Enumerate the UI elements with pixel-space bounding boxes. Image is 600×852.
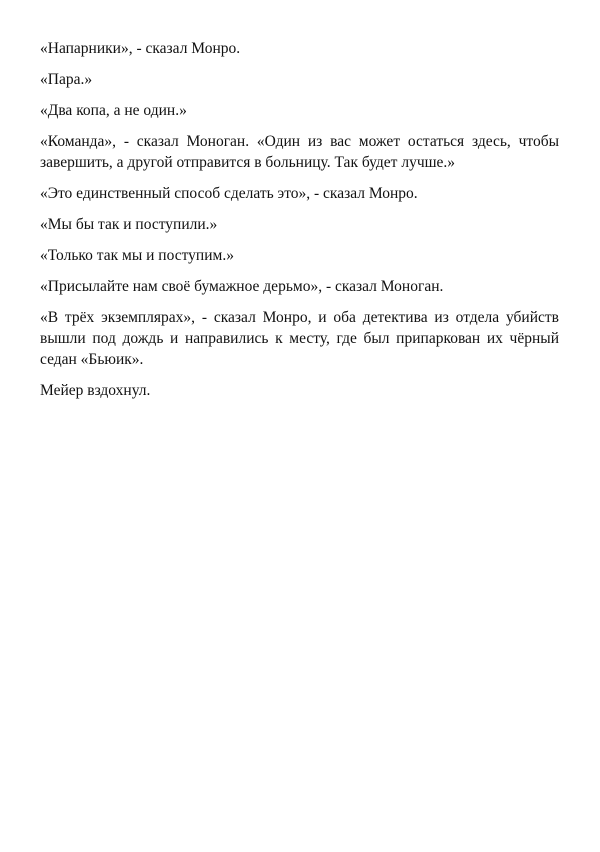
document-body [40,38,559,411]
paragraph-7: «Только так мы и поступим.» [40,247,234,264]
paragraph-2: «Пара.» [40,71,93,88]
paragraph-8: «Присылайте нам своё бумажное дерьмо», - сказал Моноган. [40,278,444,295]
paragraph-1: «Напарники», - сказал Монро. [40,40,241,57]
paragraph-10: Мейер вздохнул. [40,382,151,399]
paragraph-3: «Два копа, а не один.» [40,102,187,119]
paragraph-4: «Команда», - сказал Моноган. «Один из вас может остаться здесь, чтобы завершить, а другой отправится в больницу. Так будет лучше.» [40,133,559,171]
paragraph-6: «Мы бы так и поступили.» [40,216,218,233]
paragraph-5: «Это единственный способ сделать это», - сказал Монро. [40,185,418,202]
paragraph-9: «В трёх экземплярах», - сказал Монро, и оба детектива из отдела убийств вышли под дождь и направились к месту, где был припаркован их чёрный седан «Бьюик». [40,309,559,368]
